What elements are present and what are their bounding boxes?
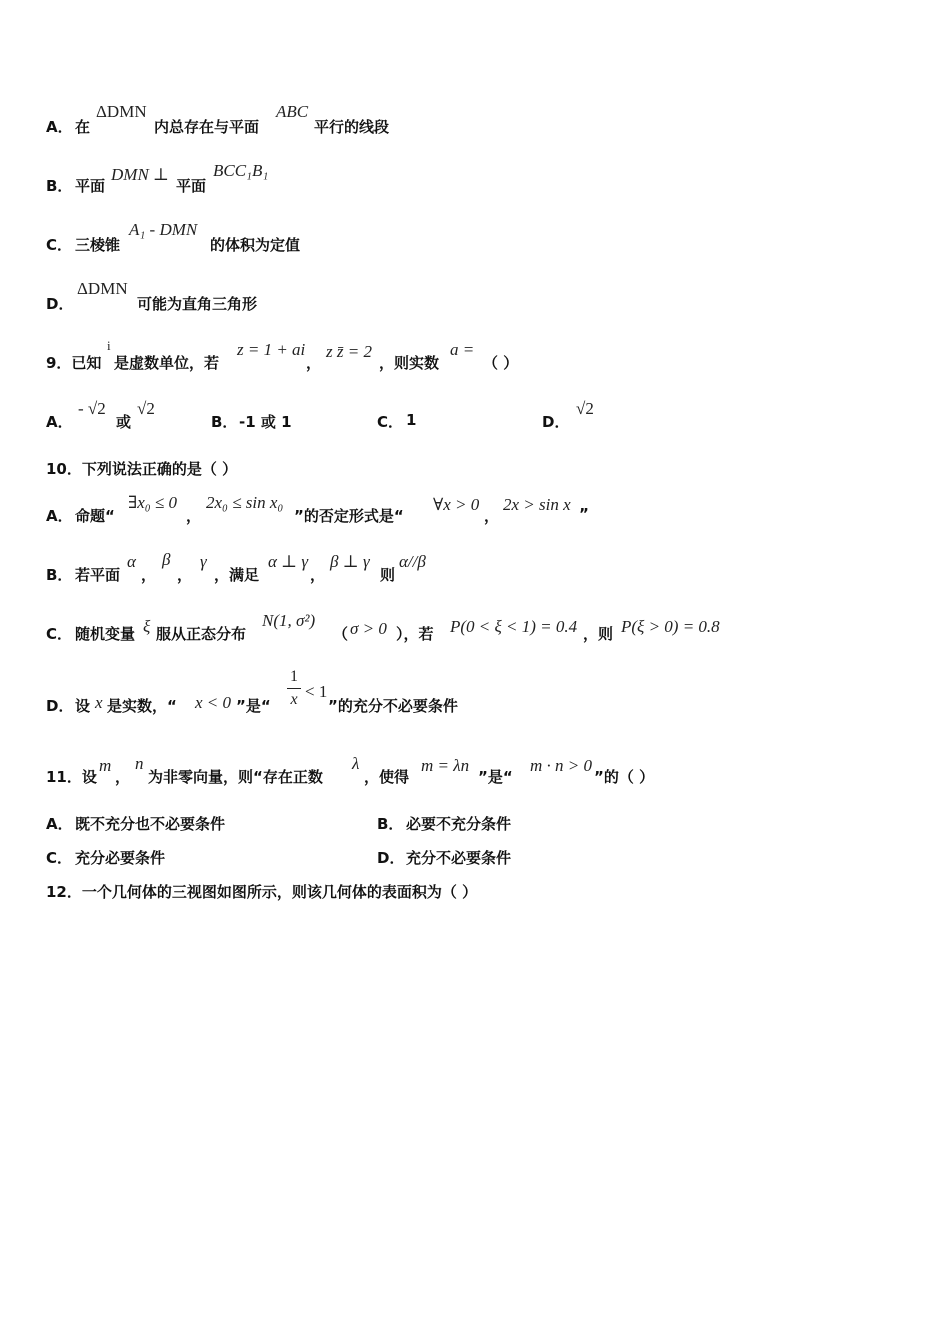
option-text: ”的否定形式是“ bbox=[294, 507, 404, 525]
option-text: 是实数，“ bbox=[107, 697, 177, 715]
option-label: B． bbox=[46, 177, 73, 195]
option-label: D． bbox=[46, 697, 74, 715]
math-expression: z z̄ = 2 bbox=[326, 342, 372, 361]
math-expression: √2 bbox=[137, 399, 155, 418]
math-expression: DMN ⊥ bbox=[111, 165, 170, 184]
question-number: 9．已知 bbox=[46, 354, 102, 372]
option-label: C． bbox=[46, 236, 73, 254]
option-text: 随机变量 bbox=[75, 625, 136, 643]
fraction-denominator: x bbox=[290, 691, 298, 708]
option-text: 服从正态分布 bbox=[156, 625, 247, 643]
fraction-numerator: 1 bbox=[290, 668, 298, 685]
option-text: 若平面 bbox=[75, 566, 121, 584]
question-text: 为非零向量，则“存在正数 bbox=[148, 768, 323, 786]
option-text: 平面 bbox=[75, 177, 106, 195]
question-text: 10．下列说法正确的是（ ） bbox=[46, 460, 238, 478]
math-expression: ∃x₀ ≤ 0 bbox=[128, 493, 178, 512]
option-text: ， bbox=[310, 566, 326, 584]
question-text: ， bbox=[115, 768, 131, 786]
math-expression: z = 1 + ai bbox=[237, 340, 306, 359]
option-text: 既不充分也不必要条件 bbox=[75, 815, 226, 833]
question-text: 是虚数单位，若 bbox=[114, 354, 220, 372]
option-label: C． bbox=[46, 849, 73, 867]
math-expression: n bbox=[135, 754, 144, 773]
option-text: 可能为直角三角形 bbox=[137, 295, 258, 313]
option-text: ” bbox=[579, 505, 589, 523]
math-expression: ABC bbox=[276, 102, 309, 121]
fraction bbox=[287, 668, 301, 709]
option-text: ，则 bbox=[583, 625, 614, 643]
option-text: 或 bbox=[116, 413, 132, 431]
option-label: D． bbox=[46, 295, 74, 313]
option-text: （ bbox=[333, 625, 349, 643]
question-text: ，使得 bbox=[364, 768, 410, 786]
option-label: A． bbox=[46, 815, 73, 833]
math-expression: m bbox=[99, 756, 112, 775]
option-label: C． bbox=[46, 625, 73, 643]
math-expression: BCC₁B₁ bbox=[213, 161, 269, 180]
math-expression: α ⊥ γ bbox=[268, 552, 309, 571]
option-text: ，满足 bbox=[214, 566, 260, 584]
math-expression: m · n > 0 bbox=[530, 756, 592, 775]
option-text: ， bbox=[141, 566, 157, 584]
option-text: 则 bbox=[380, 566, 396, 584]
math-expression: 2x₀ ≤ sin x₀ bbox=[206, 493, 284, 512]
question-text: ， bbox=[306, 354, 322, 372]
math-expression: P(0 < ξ < 1) = 0.4 bbox=[450, 617, 578, 636]
math-expression: < 1 bbox=[305, 682, 328, 701]
option-label: A． bbox=[46, 118, 73, 136]
option-text: 设 bbox=[75, 697, 91, 715]
option-text: 充分不必要条件 bbox=[406, 849, 512, 867]
math-expression: β ⊥ γ bbox=[330, 552, 370, 571]
option-label: D． bbox=[542, 413, 570, 431]
option-label: B． bbox=[211, 413, 238, 431]
math-expression: x < 0 bbox=[195, 693, 232, 712]
math-expression: i bbox=[107, 338, 111, 353]
option-text: 命题“ bbox=[75, 507, 115, 525]
math-expression: x bbox=[95, 693, 103, 712]
question-text: 12．一个几何体的三视图如图所示，则该几何体的表面积为（ ） bbox=[46, 883, 478, 901]
math-expression: - √2 bbox=[78, 399, 106, 418]
answer-paren: （ ） bbox=[483, 354, 519, 372]
math-expression: A₁ - DMN bbox=[129, 220, 198, 239]
math-expression: m = λn bbox=[421, 756, 470, 775]
math-expression: N(1, σ²) bbox=[262, 611, 316, 630]
math-expression: λ bbox=[352, 754, 360, 773]
math-expression: γ bbox=[200, 552, 207, 571]
question-text: ，则实数 bbox=[379, 354, 440, 372]
option-text: 在 bbox=[75, 118, 91, 136]
option-text: 平面 bbox=[176, 177, 207, 195]
math-expression: ΔDMN bbox=[77, 279, 128, 298]
option-text: 平行的线段 bbox=[314, 118, 390, 136]
option-text: ），若 bbox=[396, 625, 434, 643]
math-expression: ΔDMN bbox=[96, 102, 147, 121]
option-label: A． bbox=[46, 507, 73, 525]
option-text: ， bbox=[484, 507, 500, 525]
option-text: ， bbox=[177, 566, 193, 584]
option-label: B． bbox=[46, 566, 73, 584]
option-text: 内总存在与平面 bbox=[154, 118, 260, 136]
option-text: ”的充分不必要条件 bbox=[328, 697, 458, 715]
option-label: D． bbox=[377, 849, 405, 867]
math-expression: α//β bbox=[399, 552, 426, 571]
option-text: 的体积为定值 bbox=[210, 236, 301, 254]
math-expression: 2x > sin x bbox=[503, 495, 571, 514]
math-expression: ξ bbox=[143, 617, 151, 636]
option-text: ”是“ bbox=[236, 697, 271, 715]
math-expression: σ > 0 bbox=[350, 619, 387, 638]
option-text: 必要不充分条件 bbox=[406, 815, 512, 833]
option-text: 三棱锥 bbox=[75, 236, 121, 254]
option-label: B． bbox=[377, 815, 404, 833]
fraction-bar bbox=[287, 688, 301, 689]
option-label: A． bbox=[46, 413, 73, 431]
option-text: ， bbox=[186, 507, 202, 525]
option-text: 1 bbox=[406, 411, 417, 429]
math-expression: a = bbox=[450, 340, 475, 359]
question-text: ”是“ bbox=[478, 768, 513, 786]
math-expression: α bbox=[127, 552, 136, 571]
question-number: 11．设 bbox=[46, 768, 97, 786]
question-text: ”的（ ） bbox=[594, 768, 655, 786]
math-expression: P(ξ > 0) = 0.8 bbox=[621, 617, 720, 636]
option-text: 充分必要条件 bbox=[75, 849, 166, 867]
math-expression: β bbox=[162, 550, 171, 569]
math-expression: √2 bbox=[576, 399, 594, 418]
option-label: C． bbox=[377, 413, 404, 431]
math-expression: ∀x > 0 bbox=[433, 495, 480, 514]
option-text: -1 或 1 bbox=[239, 413, 292, 431]
